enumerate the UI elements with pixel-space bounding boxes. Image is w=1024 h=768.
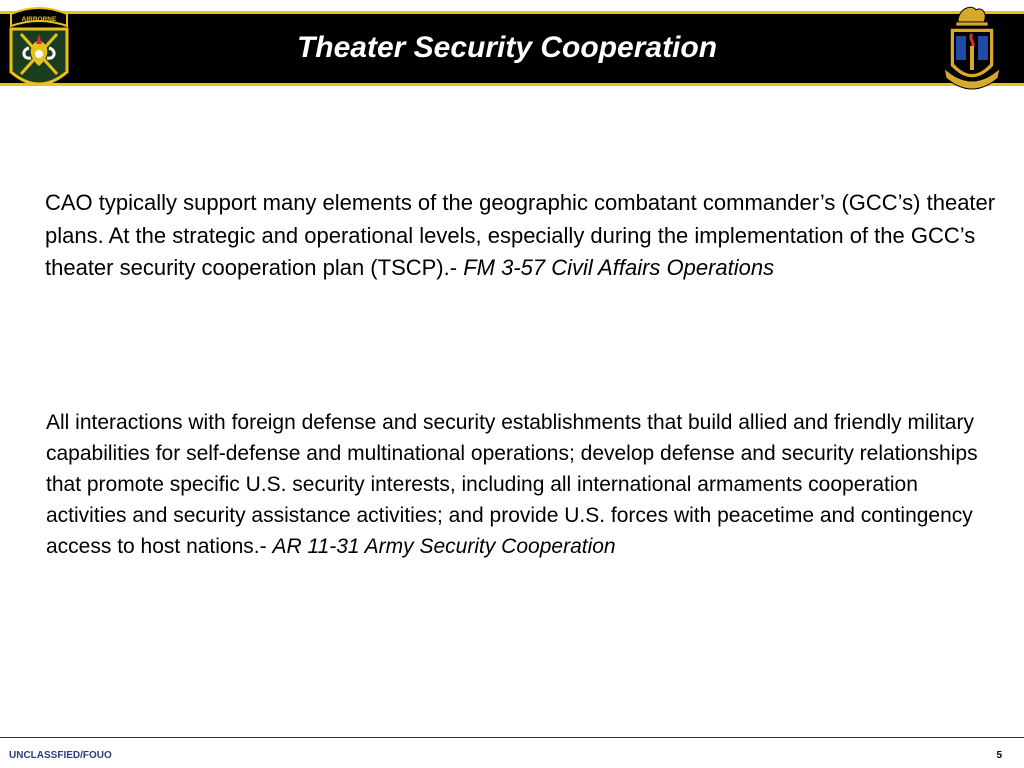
classification-label: UNCLASSFIED/FOUO: [9, 750, 112, 761]
jfk-swcs-crest-icon: [942, 2, 1002, 92]
airborne-tab-text: AIRBORNE: [21, 16, 57, 23]
footer-divider: [0, 737, 1024, 738]
paragraph-security-cooperation-definition: [46, 407, 996, 562]
paragraph-1-citation: FM 3-57 Civil Affairs Operations: [463, 255, 775, 280]
paragraph-2-citation: AR 11-31 Army Security Cooperation: [272, 535, 616, 558]
paragraph-1-text: CAO typically support many elements of the geographic combatant commander’s (GCC’s) theater plans. At the strategic and operational levels, especially during the implementation of the GCC’s theater security cooperation plan (TSCP).-: [45, 190, 996, 280]
page-title: Theater Security Cooperation: [296, 31, 718, 64]
paragraph-2-text: All interactions with foreign defense and security establishments that build allied and friendly military capabilities for self-defense and multinational operations; develop defense and security relationships that promote specific U.S. security interests, including all international armaments cooperation activities and security assistance activities; and provide U.S. forces with peacetime and contingency access to host nations.-: [46, 411, 978, 558]
paragraph-gcc-theater-plans: [45, 187, 1005, 285]
page-number: 5: [996, 750, 1002, 761]
